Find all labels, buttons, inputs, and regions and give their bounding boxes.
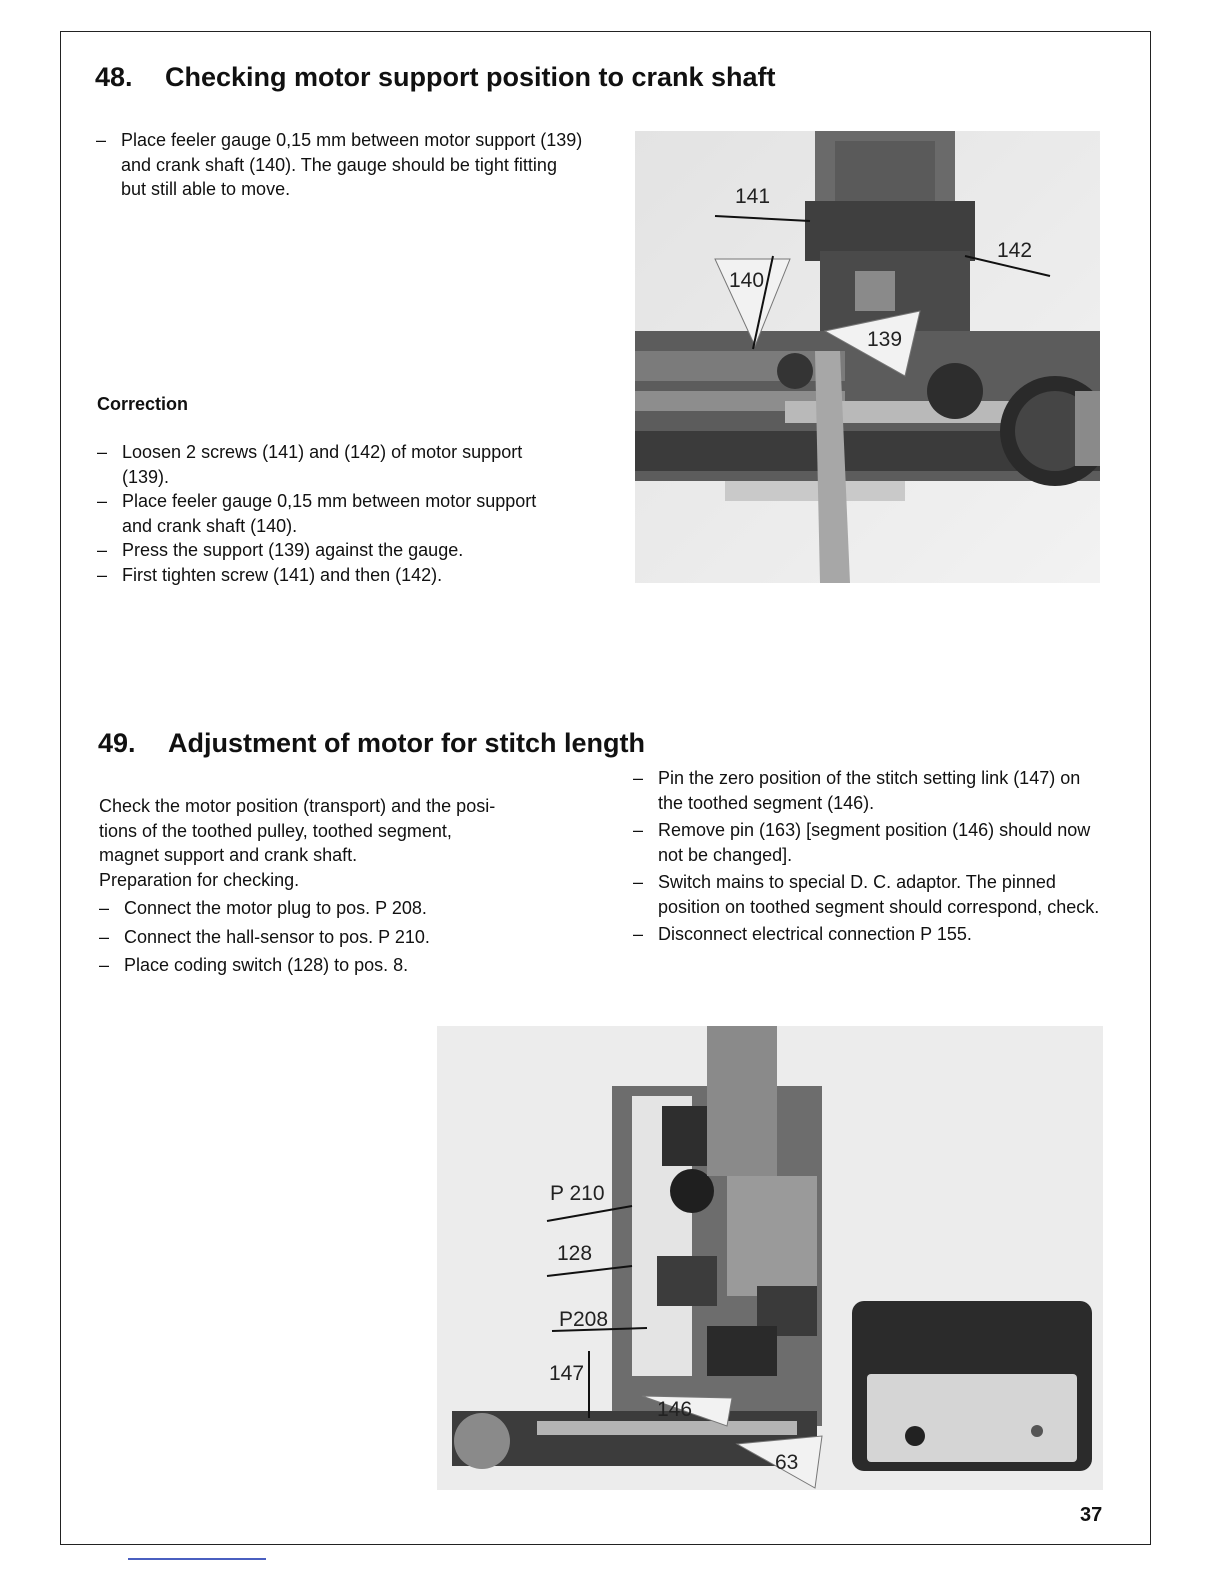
label-140: 140 <box>729 269 765 292</box>
correction-step: – Place feeler gauge 0,15 mm between motor support and crank shaft (140). <box>97 489 547 538</box>
adjust-step: – Pin the zero position of the stitch setting link (147) on the toothed segment (146). <box>633 766 1103 815</box>
label-141: 141 <box>735 185 771 208</box>
section-49-right-steps <box>633 766 1103 947</box>
section-49-heading: 49. Adjustment of motor for stitch length <box>98 728 645 758</box>
correction-heading: Correction <box>97 394 189 414</box>
label-128: 128 <box>557 1242 593 1265</box>
correction-step: – Press the support (139) against the gauge. <box>97 538 547 563</box>
label-139: 139 <box>867 328 903 351</box>
motor-support-figure <box>635 131 1100 583</box>
page-number: 37 <box>1080 1504 1103 1526</box>
label-p210: P 210 <box>550 1182 605 1205</box>
section-49-intro <box>99 794 579 978</box>
adjust-step: – Remove pin (163) [segment position (146) should now not be changed]. <box>633 818 1103 867</box>
adjust-step: – Switch mains to special D. C. adaptor. The pinned position on toothed segment should correspond, check. <box>633 870 1103 919</box>
intro-line: Check the motor position (transport) and the posi- <box>99 796 496 816</box>
link-underline <box>128 1558 266 1560</box>
adjust-step: – Disconnect electrical connection P 155. <box>633 922 1103 947</box>
correction-steps <box>97 440 547 587</box>
label-63: 63 <box>775 1451 799 1474</box>
correction-step: – Loosen 2 screws (141) and (142) of motor support (139). <box>97 440 547 489</box>
preparation-step: – Place coding switch (128) to pos. 8. <box>99 953 579 978</box>
preparation-step: – Connect the motor plug to pos. P 208. <box>99 896 579 921</box>
section-48-intro <box>96 128 586 202</box>
label-p208: P208 <box>559 1308 609 1331</box>
intro-line: Preparation for checking. <box>99 869 300 890</box>
label-146: 146 <box>657 1398 693 1421</box>
section-48-heading: 48. Checking motor support position to crank shaft <box>95 62 776 92</box>
stitch-length-setup-photo <box>437 1026 1103 1490</box>
stitch-length-figure <box>437 1026 1103 1490</box>
step-item: – Place feeler gauge 0,15 mm between motor support (139) and crank shaft (140). The gauge should be tight fitting but still able to move. <box>96 128 586 202</box>
intro-line: magnet support and crank shaft. <box>99 845 358 865</box>
intro-line: tions of the toothed pulley, toothed segment, <box>99 820 452 841</box>
label-142: 142 <box>997 239 1033 262</box>
correction-step: – First tighten screw (141) and then (142). <box>97 563 547 588</box>
preparation-step: – Connect the hall-sensor to pos. P 210. <box>99 925 579 950</box>
label-147: 147 <box>549 1362 585 1385</box>
motor-support-photo <box>635 131 1100 583</box>
